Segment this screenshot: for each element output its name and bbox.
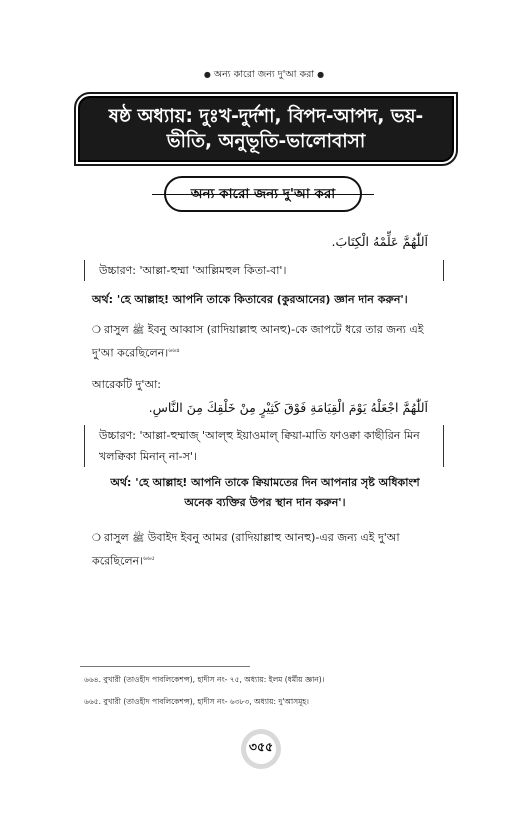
circle-bullet-icon: ❍ xyxy=(92,325,101,336)
footnote-1: ৬৬৪. বুখারী (তাওহীদ পাবলিকেশন্স), হাদীস নং- ৭৫, অধ্যায়: ইলম (ধর্মীয় জ্ঞান)। xyxy=(84,675,325,684)
dua1-narration xyxy=(92,320,442,364)
dua2-meaning xyxy=(92,473,438,513)
narration-rasul: রাসুল xyxy=(103,531,129,544)
dua2-narration xyxy=(92,528,442,572)
running-header xyxy=(0,68,528,83)
narration-rasul: রাসুল xyxy=(103,323,129,336)
dua1-meaning: অর্থ: 'হে আল্লাহ! আপনি তাকে কিতাবের (কুরআনের) জ্ঞান দান করুন'। xyxy=(92,293,408,306)
footnote-divider xyxy=(80,666,250,667)
section-title: অন্য কারো জন্য দু'আ করা xyxy=(190,185,336,202)
section-title-pill xyxy=(164,176,362,212)
page-number-badge xyxy=(241,729,281,769)
running-header-text: অন্য কারো জন্য দু'আ করা xyxy=(213,69,315,80)
footnote-ref: ৬৬৪ xyxy=(168,347,180,354)
chapter-title: ষষ্ঠ অধ্যায়: দুঃখ-দুর্দশা, বিপদ-আপদ, ভয়-ভীতি, অনুভূতি-ভালোবাসা xyxy=(108,106,424,152)
dua1-pronunciation: উচ্চারণ: 'আল্লা-হুম্মা 'আল্লিমহুল কিতা-বা'। xyxy=(84,260,444,281)
dua2-meaning-line2: অনেক ব্যক্তির উপর স্থান দান করুন'। xyxy=(184,496,346,509)
footnote-2: ৬৬৫. বুখারী (তাওহীদ পাবলিকেশন্স), হাদীস নং- ৬৩৮৩, অধ্যায়: দু'আসমূহ। xyxy=(84,697,309,706)
bullet-icon: ● xyxy=(317,70,325,79)
dua1-arabic: اَللّٰهُمَّ عَلِّمْهُ الْكِتَابَ. xyxy=(331,234,428,249)
circle-bullet-icon: ❍ xyxy=(92,533,101,544)
salawat-symbol: ﷺ xyxy=(132,533,145,544)
chapter-title-banner xyxy=(78,96,454,162)
dua2-meaning-line1: অর্থ: 'হে আল্লাহ! আপনি তাকে ক্বিয়ামতের দিন আপনার সৃষ্ট অধিকাংশ xyxy=(110,476,420,489)
footnote-ref: ৬৬৫ xyxy=(143,555,155,562)
bullet-icon: ● xyxy=(203,70,211,79)
salawat-symbol: ﷺ xyxy=(132,325,145,336)
another-dua-label: আরেকটি দু'আ: xyxy=(92,378,161,391)
narration-text: উবাইদ ইবনু আমর (রাদিয়াল্লাহু আনহু)-এর জন্য এই দু'আ করেছিলেন। xyxy=(92,531,400,568)
narration-text: ইবনু আব্বাস (রাদিয়াল্লাহু আনহু)-কে জাপটে ধরে তার জন্য এই দু'আ করেছিলেন। xyxy=(92,323,424,360)
dua2-pronunciation: উচ্চারণ: 'আল্লা-হুম্মাজ্ 'আল্হু ইয়াওমাল্ ক্বিয়া-মাতি ফাওক্বা কাছীরিন মিন খলক্বিকা মিনান্ না-স'। xyxy=(84,425,444,467)
dua2-arabic: اَللّٰهُمَّ اجْعَلْهُ يَوْمَ الْقِيَامَةِ فَوْقَ كَثِيْرٍ مِنْ خَلْقِكَ مِنَ النَّاسِ. xyxy=(148,400,428,415)
page-number: ৩৫৫ xyxy=(246,734,276,764)
